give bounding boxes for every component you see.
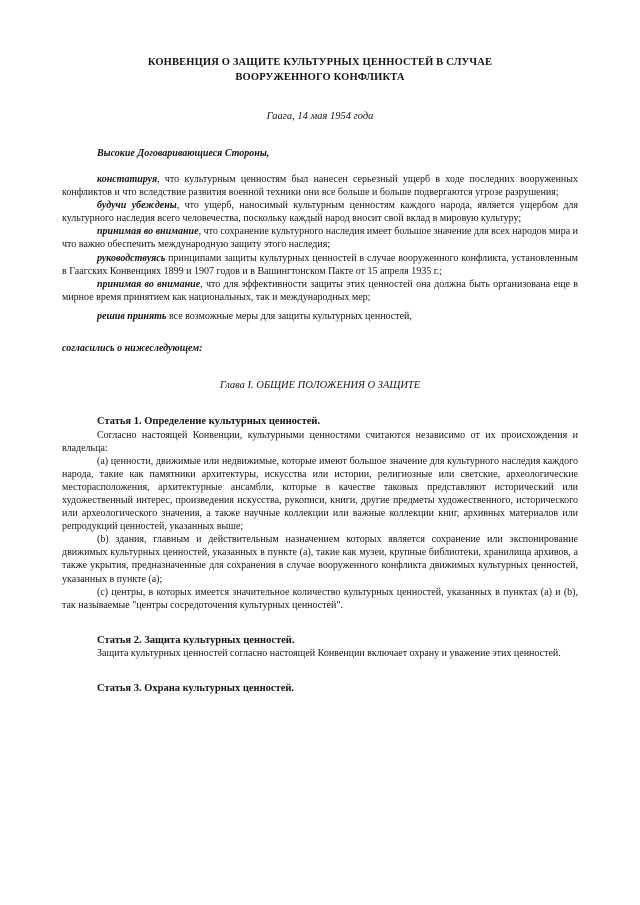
document-lead-in: Высокие Договаривающиеся Стороны,	[97, 148, 270, 159]
preamble-paragraph-6	[62, 310, 578, 323]
preamble-text-4: принципами защиты культурных ценностей в случае вооруженного конфликта, установленным в Гаагских Конвенциях 1899 и 1907 годов и в Вашингтонском Пакте от 15 апреля 1935 г.;	[62, 252, 578, 277]
document-place-and-date: Гаага, 14 мая 1954 года	[266, 111, 374, 122]
preamble-text-5: , что для эффективности защиты этих ценностей она должна быть организована еще в мирное время принятием как национальных, так и международных мер;	[62, 278, 578, 303]
document-title-line-1: КОНВЕНЦИЯ О ЗАЩИТЕ КУЛЬТУРНЫХ ЦЕННОСТЕЙ В СЛУЧАЕ	[147, 57, 493, 68]
document-title	[62, 55, 578, 85]
preamble-paragraph-1	[62, 173, 578, 199]
article-intro-1: Согласно настоящей Конвенции, культурными ценностями считаются независимо от их происхождения и владельца:	[62, 429, 578, 454]
preamble-lead-2: будучи убеждены	[97, 200, 177, 212]
preamble-paragraph-2	[62, 199, 578, 225]
article-heading-1: Статья 1. Определение культурных ценностей.	[97, 416, 321, 428]
preamble-lead-4: руководствуясь	[97, 252, 166, 264]
agreed-line: согласились о нижеследующем:	[62, 343, 203, 355]
preamble-paragraph-3	[62, 225, 578, 251]
preamble-paragraph-4	[62, 252, 578, 278]
chapter-heading: Глава I. ОБЩИЕ ПОЛОЖЕНИЯ О ЗАЩИТЕ	[219, 380, 421, 392]
article-intro-2: Защита культурных ценностей согласно настоящей Конвенции включает охрану и уважение этих ценностей.	[97, 648, 561, 660]
preamble-lead-1: констатируя	[97, 174, 158, 185]
preamble-text-6: все возможные меры для защиты культурных ценностей,	[166, 310, 412, 322]
preamble-lead-6: решив принять	[97, 310, 167, 322]
preamble-lead-5: принимая во внимание	[97, 278, 201, 290]
preamble-lead-3: принимая во внимание	[97, 226, 199, 238]
preamble-text-3: , что сохранение культурного наследия имеет большое значение для всех народов мира и что важно обеспечить международную защиту этого наследия;	[62, 226, 578, 251]
article-item-1-b: (b) здания, главным и действительным назначением которых является сохранение или экспонирование движимых культурных ценностей, указанных в пункте (а), такие как музеи, крупные библиотеки, хранилища архивов, а также укрытия, предназначенные для сохранения в случае вооруженного конфликта движимых культурных ценностей, указанных в пункте (а);	[62, 534, 578, 585]
article-item-1-a: (а) ценности, движимые или недвижимые, которые имеют большое значение для культурного наследия каждого народа, такие как памятники архитектуры, искусства или истории, религиозные или светские, археологические месторасположения, архитектурные ансамбли, которые в качестве таковых представляют исторический или художественный интерес, произведения искусства, рукописи, книги, другие предметы художественного, исторического или археологического значения, а также научные коллекции или важные коллекции книг, архивных материалов или репродукций ценностей, указанных выше;	[62, 455, 578, 533]
article-heading-3: Статья 3. Охрана культурных ценностей.	[97, 683, 295, 695]
preamble-paragraph-5	[62, 278, 578, 304]
document-title-line-2: ВООРУЖЕННОГО КОНФЛИКТА	[235, 72, 405, 83]
preamble-text-1: , что культурным ценностям был нанесен серьезный ущерб в ходе последних вооруженных конфликтов и что вследствие развития военной техники они все больше и больше подвергаются угрозе разрушения;	[62, 174, 578, 199]
article-item-1-c: (с) центры, в которых имеется значительное количество культурных ценностей, указанных в пунктах (а) и (b), так называемые "центры сосредоточения культурных ценностей".	[62, 586, 578, 611]
article-heading-2: Статья 2. Защита культурных ценностей.	[97, 634, 295, 646]
preamble-text-2: , что ущерб, наносимый культурным ценностям каждого народа, является ущербом для культурного наследия всего человечества, поскольку каждый народ вносит свой вклад в мировую культуру;	[62, 200, 579, 225]
